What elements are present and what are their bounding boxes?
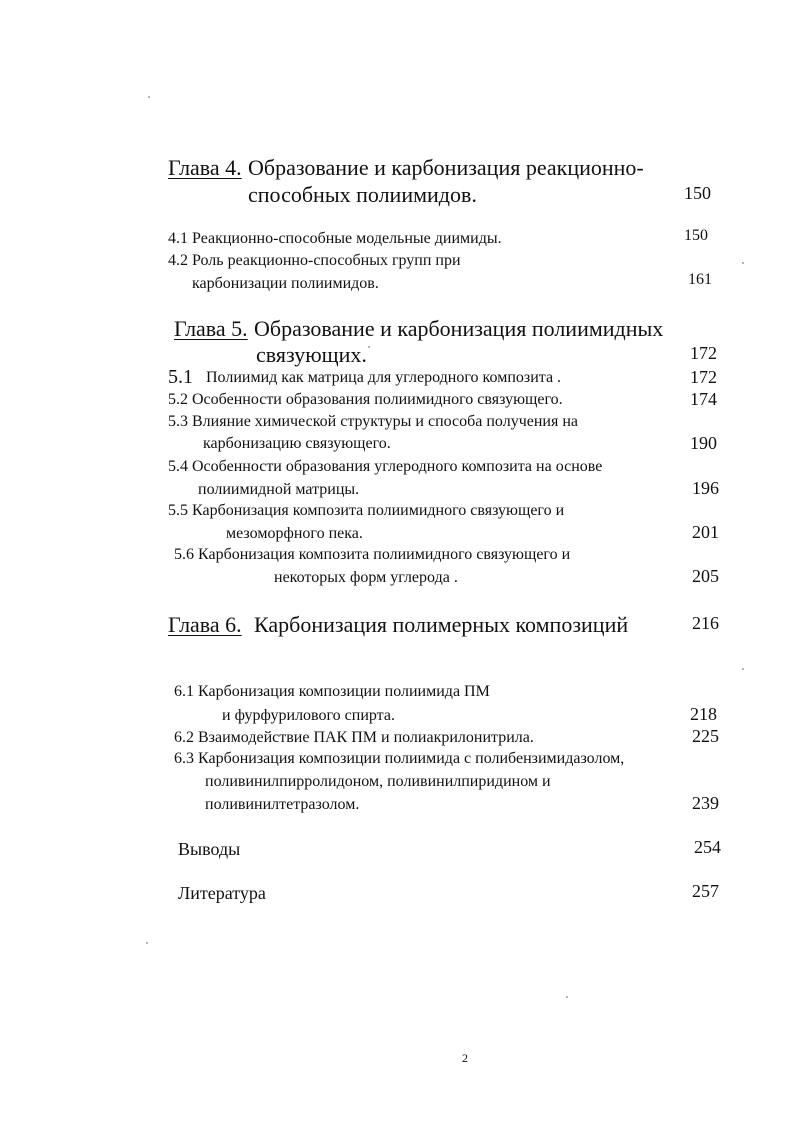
entry-6-3-line1: 6.3 Карбонизация композиции полиимида с полибензимидазолом, <box>174 750 625 767</box>
chapter-5-title-line2: связующих. <box>256 342 367 367</box>
entry-5-4-line1: 5.4 Особенности образования углеродного композита на основе <box>168 458 603 475</box>
entry-5-5-line2: мезоморфного пека. <box>226 525 363 542</box>
entry-5-6-page: 205 <box>692 566 719 586</box>
entry-5-6-line2: некоторых форм углерода . <box>274 569 458 586</box>
chapter-5-title-line1: Образование и карбонизация полиимидных <box>254 316 664 341</box>
entry-6-2-page: 225 <box>692 726 719 746</box>
literature-text: Литература <box>178 883 266 903</box>
chapter-4-page: 150 <box>684 183 711 203</box>
entry-5-1-text: Полиимид как матрица для углеродного композита . <box>206 369 562 386</box>
entry-5-3-page: 190 <box>690 433 717 453</box>
entry-5-1-page: 172 <box>690 367 717 387</box>
scan-speck <box>742 668 744 670</box>
entry-6-2-text: 6.2 Взаимодействие ПАК ПМ и полиакрилонитрила. <box>174 729 534 746</box>
literature-page: 257 <box>692 881 719 901</box>
chapter-6-label: Глава 6. <box>168 612 242 637</box>
entry-5-5-page: 201 <box>692 522 719 542</box>
entry-4-2-page: 161 <box>688 271 712 288</box>
scan-speck <box>566 996 568 998</box>
chapter-5-page: 172 <box>690 343 717 363</box>
chapter-4-title-line2: способных полиимидов. <box>248 182 477 207</box>
entry-4-2-line2: карбонизации полиимидов. <box>192 275 379 292</box>
entry-6-1-line1: 6.1 Карбонизация композиции полиимида ПМ <box>174 683 490 700</box>
entry-6-1-line2: и фурфурилового спирта. <box>222 707 395 724</box>
entry-4-2-line1: 4.2 Роль реакционно-способных групп при <box>168 252 461 269</box>
entry-6-3-page: 239 <box>692 793 719 813</box>
entry-5-4-page: 196 <box>692 478 719 498</box>
chapter-4-title-line1: Образование и карбонизация реакционно- <box>248 155 644 180</box>
chapter-6-title: Карбонизация полимерных композиций <box>254 612 629 637</box>
scan-speck <box>742 262 744 264</box>
entry-5-4-line2: полиимидной матрицы. <box>198 481 360 498</box>
entry-5-1-number: 5.1 <box>168 366 193 388</box>
entry-4-1-text: 4.1 Реакционно-способные модельные диимиды. <box>168 230 502 247</box>
entry-6-3-line2: поливинилпирролидоном, поливинилпиридином и <box>205 773 551 790</box>
chapter-4-label: Глава 4. <box>168 155 242 180</box>
scan-speck <box>368 346 370 348</box>
chapter-5-label: Глава 5. <box>174 316 248 341</box>
entry-4-1-page: 150 <box>684 227 708 244</box>
entry-6-3-line3: поливинилтетразолом. <box>205 796 360 813</box>
conclusions-text: Выводы <box>178 839 241 859</box>
entry-5-2-text: 5.2 Особенности образования полиимидного связующего. <box>168 391 563 408</box>
entry-5-5-line1: 5.5 Карбонизация композита полиимидного связующего и <box>168 502 565 519</box>
scan-speck <box>146 942 148 944</box>
entry-5-3-line2: карбонизацию связующего. <box>203 435 391 452</box>
chapter-6-page: 216 <box>692 613 719 633</box>
conclusions-page: 254 <box>694 837 721 857</box>
entry-6-1-page: 218 <box>690 704 717 724</box>
entry-5-2-page: 174 <box>690 389 717 409</box>
scan-speck <box>148 96 150 98</box>
entry-5-3-line1: 5.3 Влияние химической структуры и способа получения на <box>168 413 578 430</box>
page-number: 2 <box>462 1051 468 1065</box>
entry-5-6-line1: 5.6 Карбонизация композита полиимидного связующего и <box>174 546 571 563</box>
